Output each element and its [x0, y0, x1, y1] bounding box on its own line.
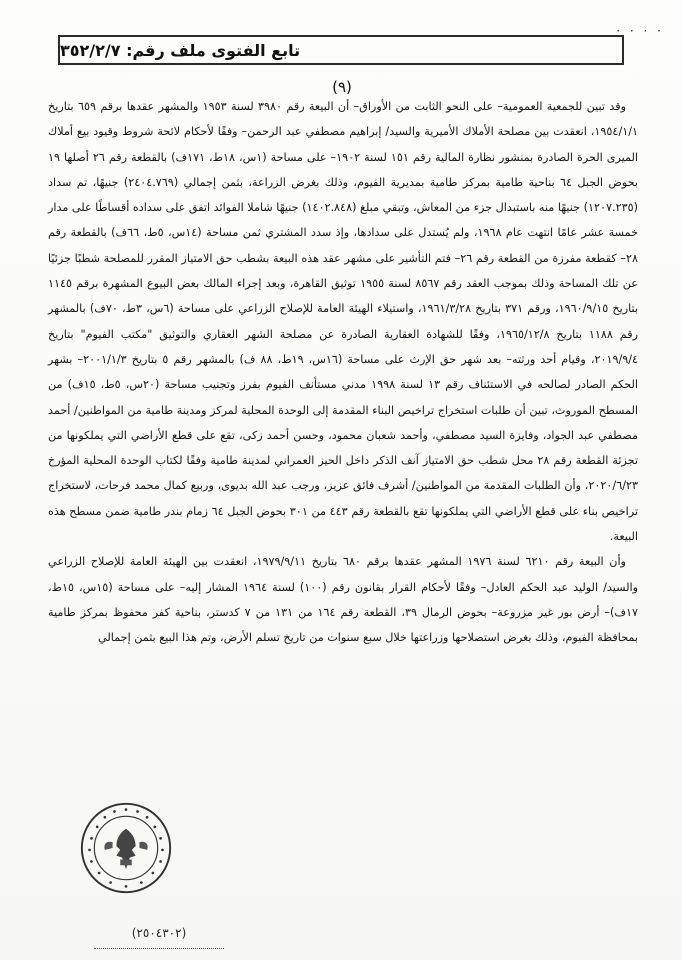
paragraph-2: وأن البيعة رقم ٦٢١٠ لسنة ١٩٧٦ المشهر عقدها برقم ٦٨٠ بتاريخ ١٩٧٩/٩/١١، انعقدت بين الهيئة العامة للإصلاح الزراعي والسيد/ الوليد عبد الحكم العادل– وفقًا لأحكام القرار بقانون رقم (١٠٠) لسنة ١٩٦٤ المشار إليه– على مساحة (١٥س، ١٥ط، ١٧ف)– أرض بور غير مزروعة– بحوض الرمال ٣٩، القطعة رقم ١٦٤ من ١٣١ من ٧ كدستر، بناحية كفر محفوظ بمركز طامية بمحافظة الفيوم، وذلك بغرض استصلاحها وزراعتها خلال سبع سنوات من تاريخ تسلم الأرض، وتم هذا البيع بثمن إجمالي	[48, 555, 638, 645]
seal-emblem-icon	[78, 800, 174, 896]
fatwa-file-title: تابع الفتوى ملف رقم: ٣٥٢/٢/٧	[60, 40, 301, 60]
corner-marks: · · · ·	[616, 24, 664, 38]
registration-number: (٢٥٠٤٣٠٢)	[94, 926, 224, 949]
body-text	[48, 94, 638, 651]
page-number: (٩)	[332, 78, 352, 96]
state-council-seal	[78, 800, 174, 896]
paragraph-1: وقد تبين للجمعية العمومية– على النحو الثابت من الأوراق– أن البيعة رقم ٣٩٨٠ لسنة ١٩٥٣ والمشهر عقدها برقم ٦٥٩ بتاريخ ١٩٥٤/١/١، انعقدت بين مصلحة الأملاك الأميرية والسيد/ إبراهيم مصطفي عبد الرحمن– وفقًا لأحكام لائحة شروط وقيود بيع أملاك الميرى الحرة الصادرة بمنشور نظارة المالية رقم ١٥١ لسنة ١٩٠٢– على مساحة (١س، ١٨ط، ١٧١ف) بالقطعة رقم ٢٦ أصلها ١٩ بحوض الجبل ٦٤ بناحية طامية بمركز طامية بمديرية الفيوم، وذلك بغرض الزراعة، بثمن إجمالي (٢٤٠٤.٧٦٩) جنيهًا، تم سداد (١٢٠٧.٢٣٥) جنيهًا منه باستبدال جزء من المعاش، وتبقي مبلغ (١٤٠٢.٨٤٨) جنيهًا شاملا الفوائد اتفق على سداده أقساطًا على مدار خمسة عشر عامًا انتهت عام ١٩٦٨، ولم يُستدل على سدادها، وإذ سدد المشتري ثمن مساحة (١٤س، ٥ط، ٦٦ف) بالقطعة رقم ٢٨– كقطعة مفرزة من القطعة رقم ٢٦– فتم التأشير على مشهر عقد هذه البيعة بشطب حق الامتياز المقرر للمصلحة شطبًا جزئيًا عن تلك المساحة وذلك بموجب العقد رقم ٨٥٦٧ لسنة ١٩٥٥ توثيق القاهرة، وبعد إجراء المالك بعض البيوع المشهرة برقم ١١٤٥ بتاريخ ١٩٦٠/٩/١٥، ورقم ٣٧١ بتاريخ ١٩٦١/٣/٢٨، واستيلاء الهيئة العامة للإصلاح الزراعي على مساحة (٦س، ٣ط، ٧٠ف) بالمشهر رقم ١١٨٨ بتاريخ ١٩٦٥/١٢/٨، وفقًا للشهادة العقارية الصادرة عن مصلحة الشهر العقاري والتوثيق "مكتب الفيوم" بتاريخ ٢٠١٩/٩/٤، وقيام أحد ورثته– بعد شهر حق الإرث على مساحة (١٦س، ١٩ط، ٨٨ ف) بالمشهر رقم ٥ بتاريخ ٢٠٠١/١/٣– بشهر الحكم الصادر لصالحه في الاستئناف رقم ١٣ لسنة ١٩٩٨ مدني مستأنف الفيوم بفرز وتجنيب مساحة (٢٠س، ٥ط، ١٥ف) من المسطح الموروث، تبين أن طلبات استخراج تراخيص البناء المقدمة إلى الوحدة المحلية لمركز ومدينة طامية من المواطنين/ أحمد مصطفي عبد الجواد، وفايزة السيد مصطفي، وأحمد شعبان محمود، وحسن أحمد زكى، تقع على قطع الأراضي التي يملكونها من تجزئة القطعة رقم ٢٨ محل شطب حق الامتياز آنف الذكر داخل الحيز العمراني لمدينة طامية وفقًا لكتاب الوحدة المحلية المؤرخ ٢٠٢٠/٦/٢٣، وأن الطلبات المقدمة من المواطنين/ أشرف فائق عزيز، ورجب عبد الله بديوى، وربيع كمال محمد فرحات، لاستخراج تراخيص بناء على قطع الأراضي التي يملكونها تقع بالقطعة رقم ٤٤٣ من ٣٠١ بحوض الجبل ٦٤ زمام بندر طامية ضمن مسطح هذه البيعة.	[47, 100, 639, 544]
header-box	[58, 35, 624, 65]
